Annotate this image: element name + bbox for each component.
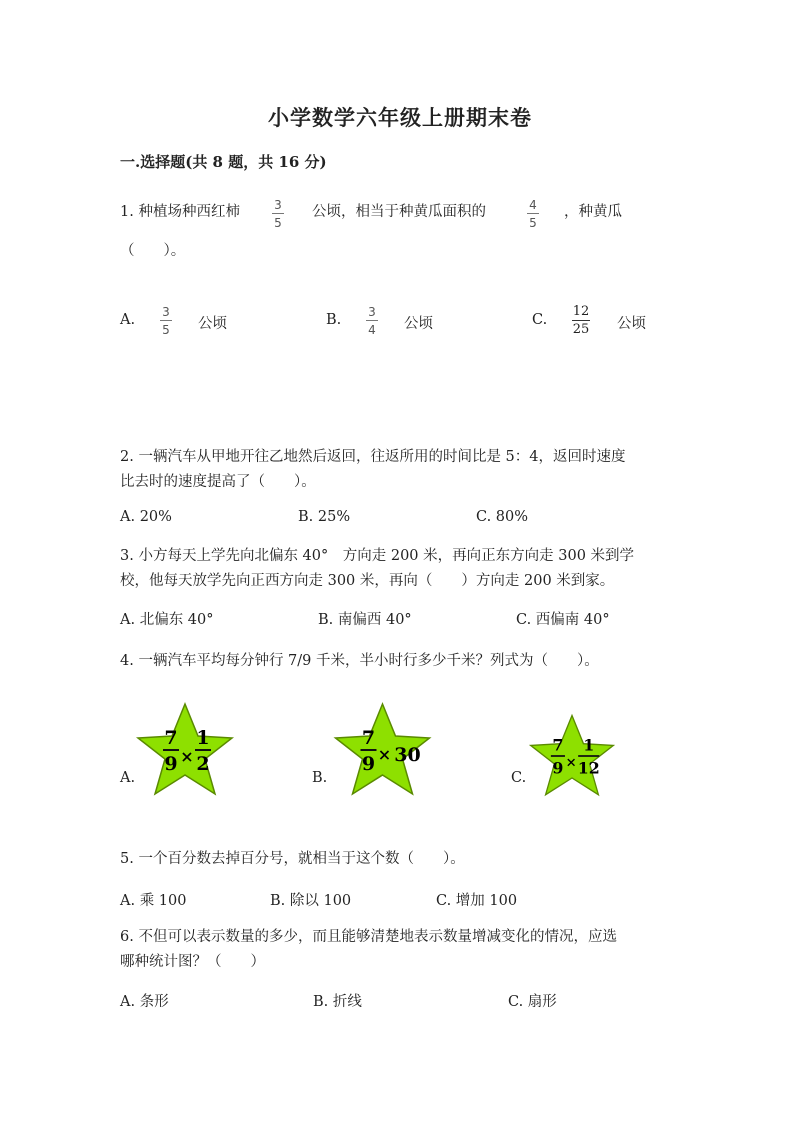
q4-c-operator: × [565, 755, 577, 771]
question-1-fraction-1: 3 5 [272, 198, 284, 230]
question-2-line-1: 2. 一辆汽车从甲地开往乙地然后返回，往返所用的时间比是 5：4，返回时速度 [120, 449, 626, 465]
q3-option-b: B. 南偏西 40° [318, 612, 412, 628]
q4-option-a-star [135, 700, 235, 800]
q3-option-c: C. 西偏南 40° [516, 612, 610, 628]
q1-option-b-label: B. [326, 312, 342, 328]
q4-c-num-1: 7 [552, 735, 564, 755]
q4-option-c-star [527, 712, 617, 800]
q1-option-b-fraction: 3 4 [366, 305, 378, 337]
question-1-text-c: ，种黄瓜 [564, 204, 622, 220]
q1-option-c-fraction: 12 25 [572, 304, 590, 337]
q4-c-num-2: 1 [583, 735, 595, 755]
section-heading: 一.选择题(共 8 题，共 16 分) [120, 153, 327, 171]
question-6-line-2: 哪种统计图？（ ） [120, 954, 265, 970]
question-3-line-2: 校，他每天放学先向正西方向走 300 米，再向（ ）方向走 200 米到家。 [120, 573, 615, 589]
question-3-line-1: 3. 小方每天上学先向北偏东 40° 方向走 200 米，再向正东方向走 300 米到学 [120, 548, 635, 564]
q4-b-den-1: 9 [361, 753, 376, 775]
q5-option-b: B. 除以 100 [270, 893, 352, 909]
q6-option-c: C. 扇形 [508, 994, 557, 1010]
q4-c-den-2: 12 [577, 758, 600, 778]
q4-b-integer: 30 [394, 744, 421, 766]
q2-option-a: A. 20% [120, 509, 172, 525]
question-5-line-1: 5. 一个百分数去掉百分号，就相当于这个数（ ）。 [120, 851, 465, 867]
q4-a-den-2: 2 [196, 753, 210, 775]
q1-option-a-unit: 公顷 [198, 316, 227, 332]
q5-option-c: C. 增加 100 [436, 893, 518, 909]
q4-option-a-label: A. [120, 770, 136, 786]
question-1-text-b: 公顷，相当于种黄瓜面积的 [312, 204, 486, 220]
q5-option-a: A. 乘 100 [120, 893, 187, 909]
page-title: 小学数学六年级上册期末卷 [268, 105, 532, 130]
q1-option-b-unit: 公顷 [404, 316, 433, 332]
q4-option-c-label: C. [511, 770, 527, 786]
q4-b-operator: × [377, 745, 392, 764]
question-1-text-a: 1. 种植场种西红柿 [120, 204, 240, 220]
question-2-line-2: 比去时的速度提高了（ ）。 [120, 474, 316, 490]
q4-option-b-star [330, 700, 435, 800]
q6-option-a: A. 条形 [120, 994, 169, 1010]
question-4-line-1: 4. 一辆汽车平均每分钟行 7/9 千米，半小时行多少千米？列式为（ ）。 [120, 653, 599, 669]
question-6-line-1: 6. 不但可以表示数量的多少，而且能够清楚地表示数量增减变化的情况，应选 [120, 929, 617, 945]
q1-option-a-label: A. [120, 312, 136, 328]
q4-c-den-1: 9 [552, 758, 564, 778]
q4-b-num-1: 7 [361, 727, 376, 749]
question-1-fraction-2: 4 5 [527, 198, 539, 230]
q4-a-num-2: 1 [196, 727, 210, 749]
q1-option-a-fraction: 3 5 [160, 305, 172, 337]
q6-option-b: B. 折线 [313, 994, 362, 1010]
q1-option-c-unit: 公顷 [617, 316, 646, 332]
q4-a-num-1: 7 [164, 727, 178, 749]
q4-a-den-1: 9 [164, 753, 178, 775]
q4-option-b-label: B. [312, 770, 328, 786]
q2-option-b: B. 25% [298, 509, 351, 525]
q4-a-operator: × [180, 747, 194, 766]
q3-option-a: A. 北偏东 40° [120, 612, 214, 628]
q2-option-c: C. 80% [476, 509, 529, 525]
q1-option-c-label: C. [532, 312, 548, 328]
question-1-blank: （ ）。 [120, 243, 186, 259]
